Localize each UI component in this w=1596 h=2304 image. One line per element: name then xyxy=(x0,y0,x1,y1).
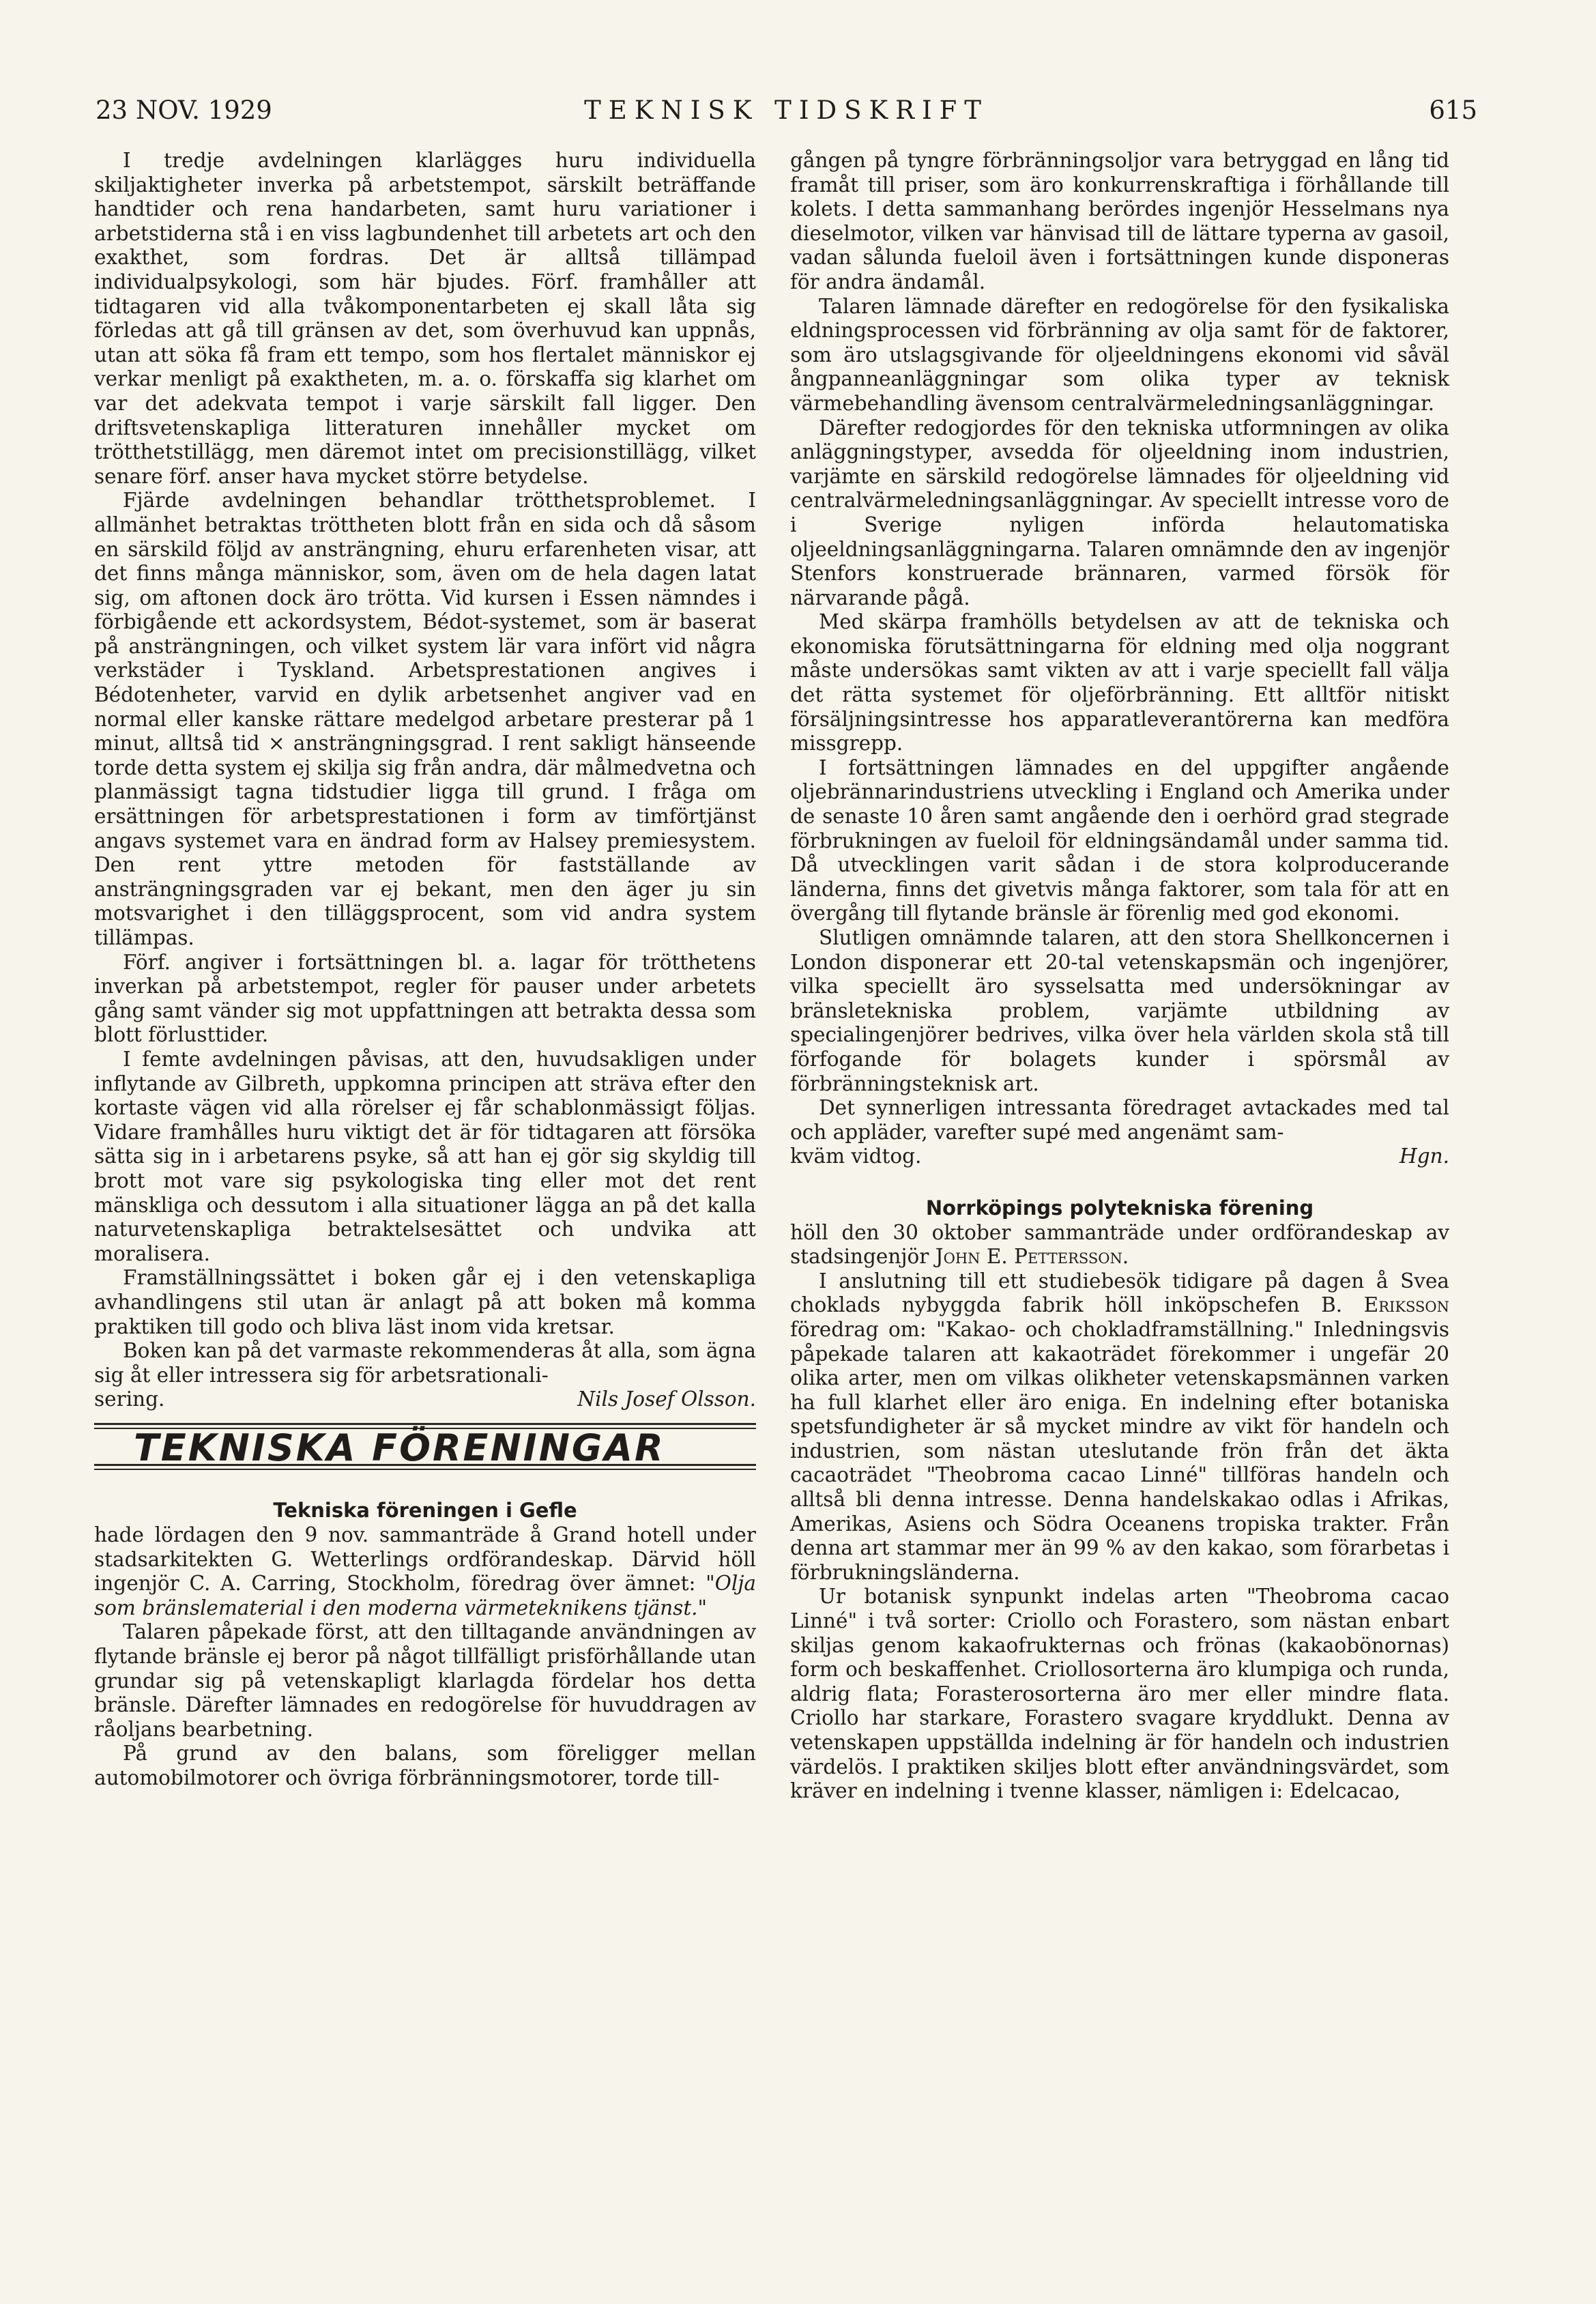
signature-line xyxy=(790,1144,1449,1169)
paragraph-end: sering. xyxy=(94,1387,165,1411)
right-column xyxy=(790,149,1449,1804)
person-name: John E. Pettersson xyxy=(935,1245,1122,1269)
subheading: Norrköpings polytekniska förening xyxy=(925,1196,1314,1220)
paragraph-text: Boken kan på det varmaste rekommenderas åt alla, som ägna sig åt eller intressera sig för arbetsrationali- xyxy=(94,1339,756,1387)
paragraph-end: kväm vidtog. xyxy=(790,1144,922,1168)
paragraph: Därefter redogjordes för den tekniska utformningen av olika anläggningstyper, avsedda för oljeeldning inom industrien, varjämte en särskild redogörelse lämnades för oljeeldning vid centralvärmeledningsanläggningar. Av speciellt intresse voro de i Sverige nyligen införda helautomatiska oljeeldningsanläggningarna. Talaren omnämnde den av ingenjör Stenfors konstruerade brännaren, varmed försök för närvarande pågå. xyxy=(790,416,1449,609)
paragraph-text: Det synnerligen intressanta föredraget avtackades med tal och appläder, varefter supé med angenämt sam- xyxy=(790,1096,1449,1144)
paragraph xyxy=(94,1339,756,1387)
author-signature: Nils Josef Olsson. xyxy=(577,1387,756,1411)
paragraph xyxy=(790,1096,1449,1144)
running-head xyxy=(96,90,1477,131)
section-title: TEKNISKA FÖRENINGAR xyxy=(134,1426,665,1469)
page-number: 615 xyxy=(1429,96,1477,125)
paragraph-text: hade lördagen den 9 nov. sammanträde å Grand hotell under stadsarkitekten G. Wetterlings ordförandeskap. Därvid höll ingenjör C. A. Carring, Stockholm, föredrag över ämnet: xyxy=(94,1523,756,1596)
paragraph: Fjärde avdelningen behandlar trötthetsproblemet. I allmänhet betraktas tröttheten blott från en sida och då såsom en särskild följd av ansträngning, ehuru erfarenheten visar, att det finns många människor, som, även om de hela dagen latat sig, om aftonen dock äro trötta. Vid kursen i Essen nämndes i förbigående ett ackordsystem, Bédot-systemet, som är baserat på ansträngningen, och vilket system lär vara infört vid några verkstäder i Tyskland. Arbetsprestationen angives i Bédotenheter, varvid en dylik arbetsenhet angiver vad en normal eller kanske rättare medelgod arbetare presterar på 1 minut, alltså tid × ansträngningsgrad. I rent sakligt hänseende torde detta system ej skilja sig från andra, där målmedvetna och planmässigt tagna tidstudier ligga till grund. I fråga om ersättningen för arbetsprestationen i form av timförtjänst angavs systemet vara en ändrad form av Halsey premiesystem. Den rent yttre metoden för fastställande av ansträngningsgraden var ej bekant, men den äger ju sin motsvarighet i den tilläggsprocent, som vid andra system tillämpas. xyxy=(94,489,756,949)
paragraph: Med skärpa framhölls betydelsen av att de tekniska och ekonomiska förutsättningarna för eldning med olja noggrant måste undersökas samt vikten av att i varje speciellt fall välja det rätta systemet för oljeförbränning. Ett alltför nitiskt försäljningsintresse hos apparatleverantörerna kan medföra missgrepp. xyxy=(790,610,1449,755)
paragraph-text: höll den 30 oktober sammanträde under ordförandeskap av stadsingenjör xyxy=(790,1220,1449,1269)
paragraph: gången på tyngre förbränningsoljor vara betryggad en lång tid framåt till priser, som äro konkurrenskraftiga i förhållande till kolets. I detta sammanhang berördes ingenjör Hesselmans nya dieselmotor, vilken var hänvisad till de lättare typerna av gasoil, vadan sålunda fueloil även i fortsättningen kunde disponeras för andra ändamål. xyxy=(790,149,1449,293)
lecture-title: "Olja som bränslematerial i den moderna värmeteknikens tjänst." xyxy=(94,1572,756,1619)
person-name: Eriksson xyxy=(1363,1293,1449,1317)
paragraph: På grund av den balans, som föreligger mellan automobilmotorer och övriga förbränningsmotorer, torde till- xyxy=(94,1742,756,1789)
paragraph: Förf. angiver i fortsättningen bl. a. lagar för trötthetens inverkan på arbetstempot, regler för pauser under arbetets gång samt vänder sig mot uppfattningen att betrakta dessa som blott förlusttider. xyxy=(94,950,756,1047)
paragraph: Talaren lämnade därefter en redogörelse för den fysikaliska eldningsprocessen vid förbränning av olja samt för de faktorer, som äro utslagsgivande för oljeeldningens ekonomi vid såväl ångpanneanläggningar som olika typer av teknisk värmebehandling ävensom centralvärmeledningsanläggningar. xyxy=(790,294,1449,415)
paragraph xyxy=(790,1269,1449,1585)
signature-line xyxy=(94,1387,756,1412)
paragraph-text: föredrag om: "Kakao- och chokladframställning." Inledningsvis påpekade talaren att kakaoträdet förekommer i ungefär 20 olika arter, men om vilkas olikheter vetenskapsmännen varken ha full klarhet eller äro eniga. En indelning efter botaniska spetsfundigheter är så mycket mindre av vikt för handeln och industrien, som nästan uteslutande frön från det äkta cacaoträdet "Theobroma cacao Linné" tillföras handeln och alltså bli denna intresse. Denna handelskakao odlas i Afrikas, Amerikas, Asiens och Södra Oceanens tropiska trakter. Från denna art stammar mer än 99 % av den kakao, som förarbetas i förbrukningsländerna. xyxy=(790,1317,1449,1584)
paragraph xyxy=(94,1523,756,1620)
paragraph-text: I anslutning till ett studiebesök tidigare på dagen å Svea choklads nybyggda fabrik höll inköpschefen B. xyxy=(790,1269,1449,1317)
paragraph xyxy=(790,1221,1449,1269)
paragraph: Framställningssättet i boken går ej i den vetenskapliga avhandlingens stil utan är anlagt på att boken må komma praktiken till godo och bliva läst inom vida kretsar. xyxy=(94,1266,756,1338)
subheading: Tekniska föreningen i Gefle xyxy=(273,1499,577,1523)
paragraph: Ur botanisk synpunkt indelas arten "Theobroma cacao Linné" i två sorter: Criollo och Forastero, som nästan enbart skiljas genom kakaofrukternas och frönas (kakaobönornas) form och beskaffenhet. Criollosorterna äro klumpiga och runda, aldrig flata; Forasterosorterna äro mer eller mindre flata. Criollo har starkare, Forastero svagare kryddlukt. Denna av vetenskapen uppställda indelning är för handeln och industrien värdelös. I praktiken skiljes blott efter användningsvärdet, som kräver en indelning i tvenne klasser, nämligen i: Edelcacao, xyxy=(790,1585,1449,1803)
author-signature: Hgn. xyxy=(1399,1144,1449,1168)
paragraph: I femte avdelningen påvisas, att den, huvudsakligen under inflytande av Gilbreth, uppkomna principen att sträva efter den kortaste vägen vid alla rörelser ej får schablonmässigt följas. Vidare framhålles huru viktigt det är för tidtagaren att försöka sätta sig in i arbetarens psyke, så att han ej gör sig skyldig till brott mot vare sig psykologiska ting eller mot det rent mänskliga och dessutom i alla situationer lägga an på det kalla naturvetenskapliga betraktelsesättet och undvika att moralisera. xyxy=(94,1047,756,1265)
issue-date: 23 NOV. 1929 xyxy=(96,96,272,125)
paragraph: Slutligen omnämnde talaren, att den stora Shellkoncernen i London disponerar ett 20-tal vetenskapsmän och ingenjörer, vilka speciellt äro sysselsatta med undersökningar av bränsletekniska problem, varjämte utbildning av specialingenjörer bedrives, vilka över hela världen skola stå till förfogande för bolagets kunder i spörsmål av förbränningsteknisk art. xyxy=(790,926,1449,1095)
paragraph: I fortsättningen lämnades en del uppgifter angående oljebrännarindustriens utveckling i England och Amerika under de senaste 10 åren samt angående den i oerhörd grad stegrade förbrukningen av fueloil för eldningsändamål under samma tid. Då utvecklingen varit sådan i de stora kolproducerande länderna, finns det givetvis många faktorer, som tala för att en övergång till flytande bränsle är förenlig med god ekonomi. xyxy=(790,755,1449,925)
paragraph: I tredje avdelningen klarlägges huru individuella skiljaktigheter inverka på arbetstempot, särskilt beträffande handtider och rena handarbeten, samt huru variationer i arbetstiderna stå i en viss lagbundenhet till arbetets art och den exakthet, som fordras. Det är alltså tillämpad individualpsykologi, som här bjudes. Förf. framhåller att tidtagaren vid alla tvåkomponentarbeten ej skall låta sig förledas att gå till gränsen av det, som överhuvud kan uppnås, utan att söka få fram ett tempo, som hos flertalet människor ej verkar menligt på exaktheten, m. a. o. förskaffa sig klarhet om var det adekvata tempot i varje särskilt fall ligger. Den driftsvetenskapliga litteraturen innehåller mycket om trötthetstillägg, men däremot intet om precisionstillägg, vilket senare förf. anser hava mycket större betydelse. xyxy=(94,149,756,488)
paragraph-text: . xyxy=(1122,1245,1129,1269)
journal-title: TEKNISK TIDSKRIFT xyxy=(584,96,989,125)
section-banner xyxy=(94,1423,756,1471)
left-column xyxy=(94,149,756,1791)
paragraph: Talaren påpekade först, att den tilltagande användningen av flytande bränsle ej beror på något tillfälligt prisförhållande utan grundar sig på vetenskapligt klarlagda fördelar hos detta bränsle. Därefter lämnades en redogörelse för huvuddragen av råoljans bearbetning. xyxy=(94,1620,756,1741)
